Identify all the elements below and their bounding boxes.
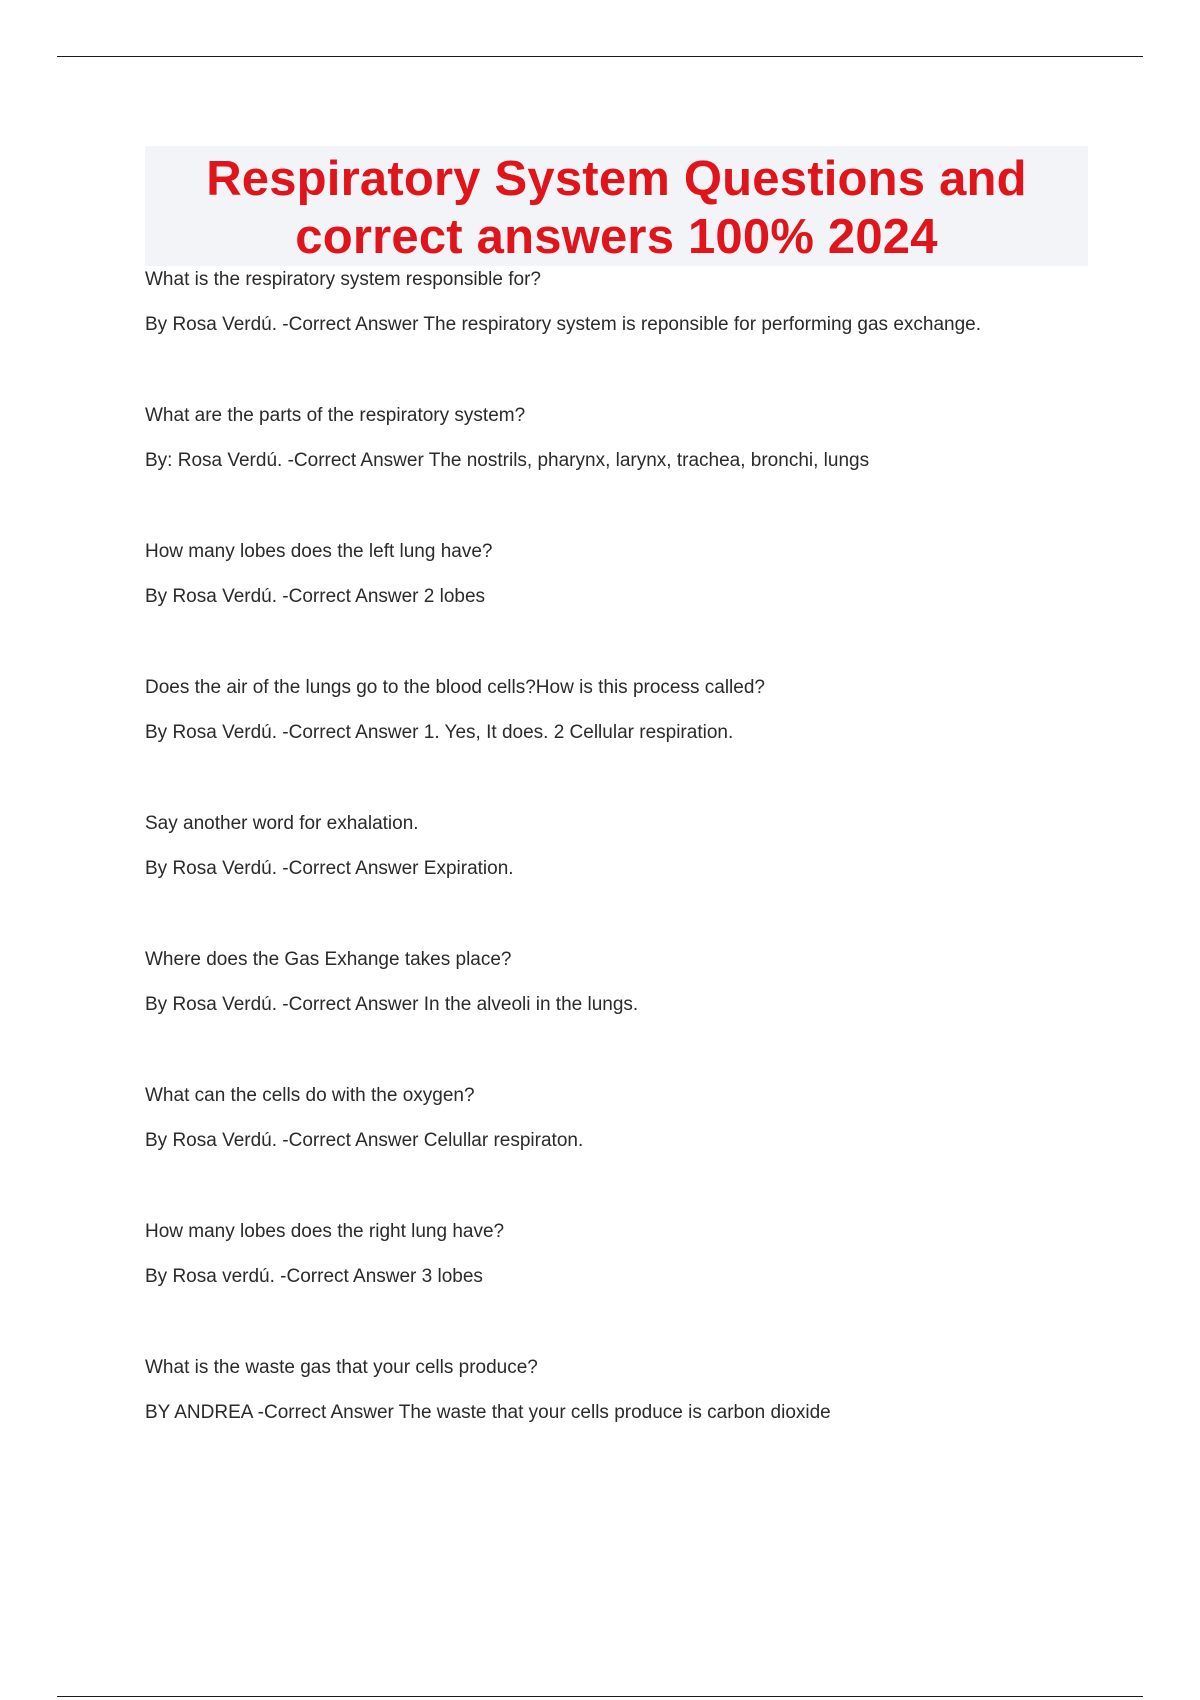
qa-item [145,946,1105,1082]
answer-text: By Rosa Verdú. -Correct Answer Expiration. [145,858,514,879]
qa-item [145,402,1105,538]
page-title-line-2: correct answers 100% 2024 [295,210,938,264]
qa-item [145,1082,1105,1218]
qa-item [145,810,1105,946]
answer-text: BY ANDREA -Correct Answer The waste that your cells produce is carbon dioxide [145,1402,831,1423]
question-text: How many lobes does the right lung have? [145,1221,505,1242]
qa-item [145,674,1105,810]
qa-item [145,538,1105,674]
question-text: What can the cells do with the oxygen? [145,1085,475,1106]
question-text: Where does the Gas Exhange takes place? [145,949,512,970]
qa-item [145,1354,1105,1490]
footer-divider [57,1696,1143,1697]
page-title [145,146,1088,266]
answer-text: By Rosa Verdú. -Correct Answer In the alveoli in the lungs. [145,994,639,1015]
qa-item [145,266,1105,402]
question-text: Does the air of the lungs go to the blood cells?How is this process called? [145,677,765,698]
qa-list [145,266,1105,1490]
header-divider [57,56,1143,57]
title-banner [145,146,1088,266]
question-text: What is the respiratory system responsible for? [145,269,541,290]
question-text: What are the parts of the respiratory system? [145,405,526,426]
question-text: What is the waste gas that your cells produce? [145,1357,538,1378]
question-text: How many lobes does the left lung have? [145,541,493,562]
answer-text: By Rosa Verdú. -Correct Answer 1. Yes, It does. 2 Cellular respiration. [145,722,734,743]
answer-text: By Rosa Verdú. -Correct Answer 2 lobes [145,586,486,607]
question-text: Say another word for exhalation. [145,813,419,834]
answer-text: By: Rosa Verdú. -Correct Answer The nostrils, pharynx, larynx, trachea, bronchi, lungs [145,450,870,471]
answer-text: By Rosa Verdú. -Correct Answer Celullar respiraton. [145,1130,584,1151]
qa-item [145,1218,1105,1354]
page-title-line-1: Respiratory System Questions and [206,152,1027,206]
answer-text: By Rosa Verdú. -Correct Answer The respiratory system is reponsible for performing gas exchange. [145,314,982,335]
answer-text: By Rosa verdú. -Correct Answer 3 lobes [145,1266,483,1287]
